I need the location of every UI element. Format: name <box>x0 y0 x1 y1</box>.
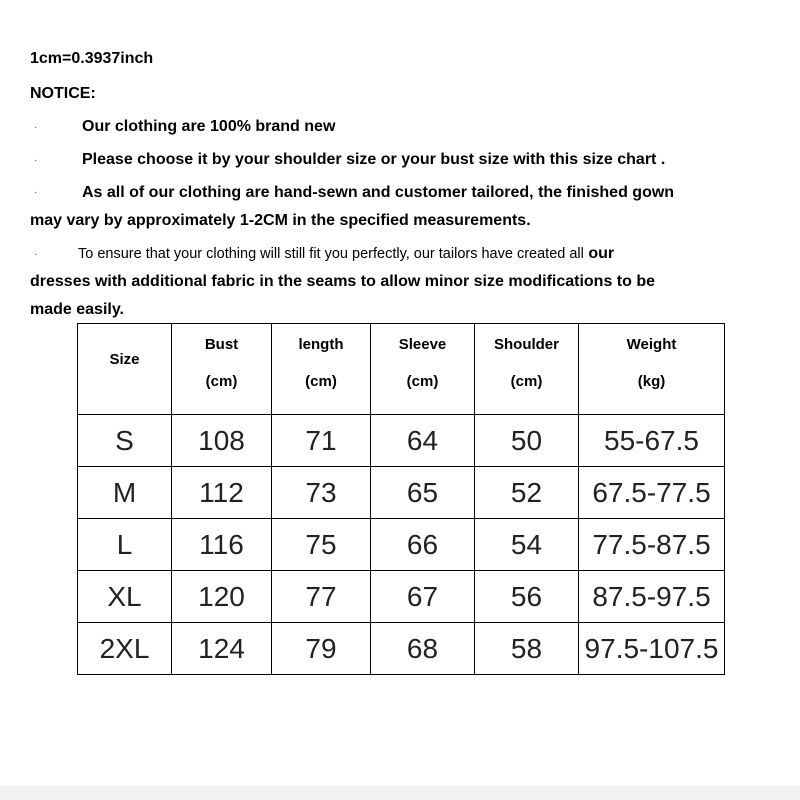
header-length: length (cm) <box>272 324 371 415</box>
table-header-row <box>78 324 725 415</box>
note-text: our <box>588 245 615 262</box>
note-text: made easily. <box>30 301 124 318</box>
cell-bust: 108 <box>172 415 272 467</box>
cell-shoulder: 58 <box>475 623 579 675</box>
cell-length: 73 <box>272 467 371 519</box>
cell-weight: 67.5-77.5 <box>579 467 725 519</box>
bottom-strip <box>0 786 800 800</box>
table-row <box>78 519 725 571</box>
cell-length: 71 <box>272 415 371 467</box>
note-text: may vary by approximately 1-2CM in the specified measurements. <box>30 212 531 229</box>
header-shoulder: Shoulder (cm) <box>475 324 579 415</box>
note-choose-size <box>30 146 770 174</box>
header-size: Size <box>78 324 172 415</box>
note-hand-sewn <box>30 179 770 235</box>
cell-size: L <box>78 519 172 571</box>
cell-sleeve: 65 <box>371 467 475 519</box>
conversion-note: 1cm=0.3937inch <box>30 50 154 67</box>
table-row <box>78 415 725 467</box>
cell-size: XL <box>78 571 172 623</box>
cell-bust: 124 <box>172 623 272 675</box>
note-text: To ensure that your clothing will still fit you perfectly, our tailors have created all <box>78 246 584 262</box>
header-weight: Weight (kg) <box>579 324 725 415</box>
notice-label: NOTICE: <box>30 85 96 102</box>
cell-length: 79 <box>272 623 371 675</box>
cell-size: S <box>78 415 172 467</box>
cell-length: 75 <box>272 519 371 571</box>
table-row <box>78 623 725 675</box>
note-text: Our clothing are 100% brand new <box>82 118 336 135</box>
cell-size: 2XL <box>78 623 172 675</box>
cell-weight: 87.5-97.5 <box>579 571 725 623</box>
cell-sleeve: 67 <box>371 571 475 623</box>
size-chart-table <box>77 323 725 675</box>
cell-bust: 112 <box>172 467 272 519</box>
bullet-2: · <box>34 155 38 166</box>
note-text: Please choose it by your shoulder size or your bust size with this size chart . <box>82 151 666 168</box>
note-fit <box>30 240 770 324</box>
cell-length: 77 <box>272 571 371 623</box>
cell-weight: 55-67.5 <box>579 415 725 467</box>
cell-bust: 120 <box>172 571 272 623</box>
header-sleeve: Sleeve (cm) <box>371 324 475 415</box>
table-row <box>78 467 725 519</box>
cell-bust: 116 <box>172 519 272 571</box>
table-row <box>78 571 725 623</box>
cell-sleeve: 64 <box>371 415 475 467</box>
note-text: As all of our clothing are hand-sewn and customer tailored, the finished gown <box>82 184 675 201</box>
cell-shoulder: 54 <box>475 519 579 571</box>
cell-shoulder: 56 <box>475 571 579 623</box>
cell-sleeve: 66 <box>371 519 475 571</box>
note-brand-new <box>30 113 770 141</box>
bullet-3: · <box>34 187 38 198</box>
cell-weight: 97.5-107.5 <box>579 623 725 675</box>
cell-sleeve: 68 <box>371 623 475 675</box>
header-bust: Bust (cm) <box>172 324 272 415</box>
bullet-1: · <box>34 122 38 133</box>
cell-weight: 77.5-87.5 <box>579 519 725 571</box>
note-text: dresses with additional fabric in the seams to allow minor size modifications to be <box>30 273 656 290</box>
cell-shoulder: 52 <box>475 467 579 519</box>
cell-size: M <box>78 467 172 519</box>
cell-shoulder: 50 <box>475 415 579 467</box>
bullet-4: · <box>34 249 38 260</box>
